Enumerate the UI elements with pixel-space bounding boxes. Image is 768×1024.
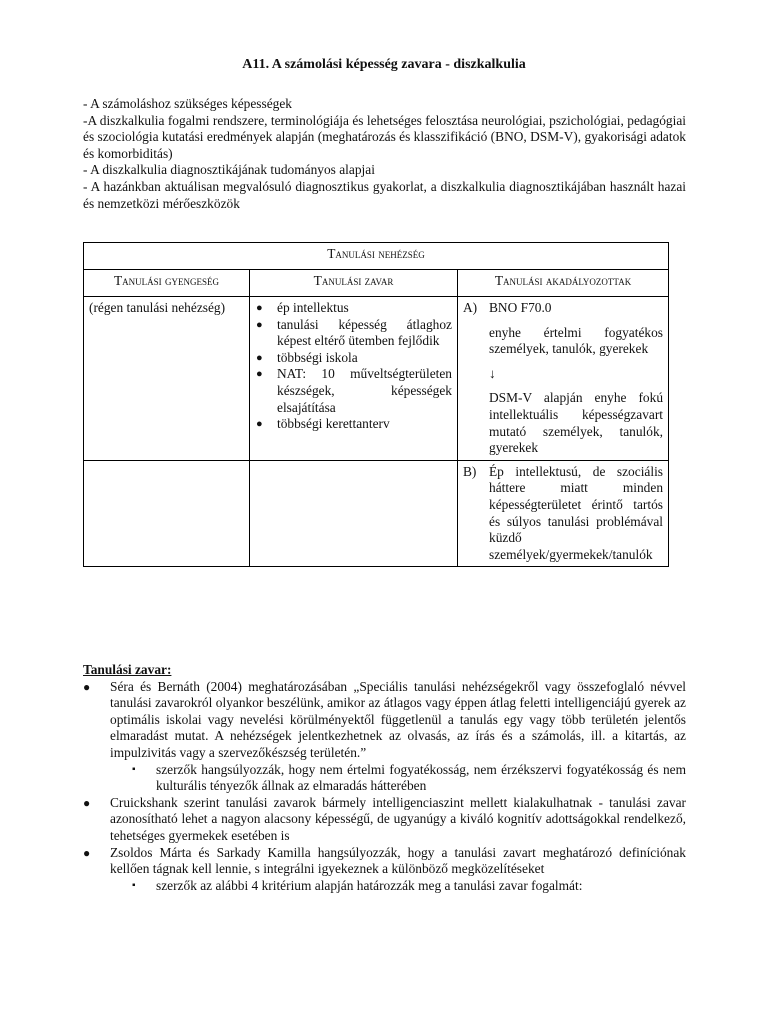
cell-text: Ép intellektusú, de szociális háttere miatt minden képességterületet érintő tartós és súlyos tanulási problémával küzdő személyek/gyermekek/tanulók [489,463,664,562]
list-item: ● tanulási képesség átlaghoz képest eltérő ütemben fejlődik [277,317,452,350]
list-item-text: Cruickshank szerint tanulási zavarok bármely intelligenciaszint mellett kialakulhatnak - tanulási zavar azonosítható lehet a nagyon alacsony képességű, de ugyanúgy a kiváló kognitív adottságokkal rendelkező, tehetséges gyermekek esetében is [110,794,686,843]
table-cell [250,460,458,567]
list-item-text: Séra és Bernáth (2004) meghatározásában „Speciális tanulási nehézségekről vagy összefoglaló névvel tanulási zavarokról olyankor beszélünk, amikor az átlagos vagy éppen átlag feletti intelligenciájú gyerek az optimális iskolai vagy nevelési körülményektől függetlenül a tanulás egy vagy több területén jelentős elmaradást mutat. A nehézségek jelentkezhetnek az olvasás, az írás és a számolás, ill. a kitartás, az impulzivitás vagy a szervezőkészség területén.” [110,678,686,760]
cell-text: (régen tanulási nehézség) [89,300,226,315]
column-header-zavar: Tanulási zavar [250,270,458,297]
sub-list-item: ▪ szerzők az alábbi 4 kritérium alapján határozzák meg a tanulási zavar fogalmát: [156,878,686,895]
feature-list [255,300,452,433]
intro-line: - A hazánkban aktuálisan megvalósuló diagnosztikus gyakorlat, a diszkalkulia diagnosztikájában használt hazai és nemzetközi mérőeszközök [83,178,686,211]
intro-line: - A diszkalkulia diagnosztikájának tudományos alapjai [83,162,375,178]
cell-text: enyhe értelmi fogyatékos személyek, tanulók, gyerekek [489,324,664,357]
option-letter: A) [463,300,478,315]
option-a [463,300,663,457]
intro-topics [83,96,686,212]
sub-list [110,762,686,795]
option-b [463,464,663,564]
section-heading: Tanulási zavar: [83,662,172,677]
page-title: A11. A számolási képesség zavara - diszkalkulia [242,57,526,72]
list-item: ● többségi kerettanterv [277,416,452,433]
intro-line: - A számoláshoz szükséges képességek [83,96,292,111]
definition-list [83,679,686,895]
classification-table [83,242,669,567]
table-cell [84,460,250,567]
sub-list-item: ▪ szerzők hangsúlyozzák, hogy nem értelmi fogyatékosság, nem érzékszervi fogyatékosság és nem kulturális tényezők állnak az elmaradás hátterében [156,762,686,795]
list-item-text: Zsoldos Márta és Sarkady Kamilla hangsúlyozzák, hogy a tanulási zavart meghatározó definíciónak kellően tágnak kell lennie, s integrálni igyekeznek a különböző megközelítéseket [110,844,686,877]
bno-code: BNO F70.0 [489,300,552,315]
list-item: ● többségi iskola [277,350,452,367]
learning-disorder-section [83,662,686,894]
sub-list [110,878,686,895]
list-item [110,845,686,895]
table-cell [458,460,669,567]
arrow-down-icon: ↓ [489,365,496,381]
intro-line: -A diszkalkulia fogalmi rendszere, terminológiája és lehetséges felosztása neurológiai, pszichológiai, pedagógiai és szociológia kutatási eredmények alapján (meghatározás és klasszifikáció (BNO, DSM-V), gyakorisági adatok és komorbiditás) [83,112,686,161]
option-letter: B) [463,463,477,479]
list-item [110,795,686,845]
column-header-akadalyozottak: Tanulási akadályozottak [458,270,669,297]
cell-text: DSM-V alapján enyhe fokú intellektuális képességzavart mutató személyek, tanulók, gyerekek [489,390,664,456]
list-item: ● NAT: 10 műveltségterületen készségek, képességek elsajátítása [277,366,452,416]
table-cell [250,297,458,461]
table-cell [458,297,669,461]
list-item [110,679,686,795]
table-top-header: Tanulási nehézség [84,243,669,270]
list-item: ● ép intellektus [277,300,452,317]
column-header-gyengeseg: Tanulási gyengeség [84,270,250,297]
table-cell [84,297,250,461]
